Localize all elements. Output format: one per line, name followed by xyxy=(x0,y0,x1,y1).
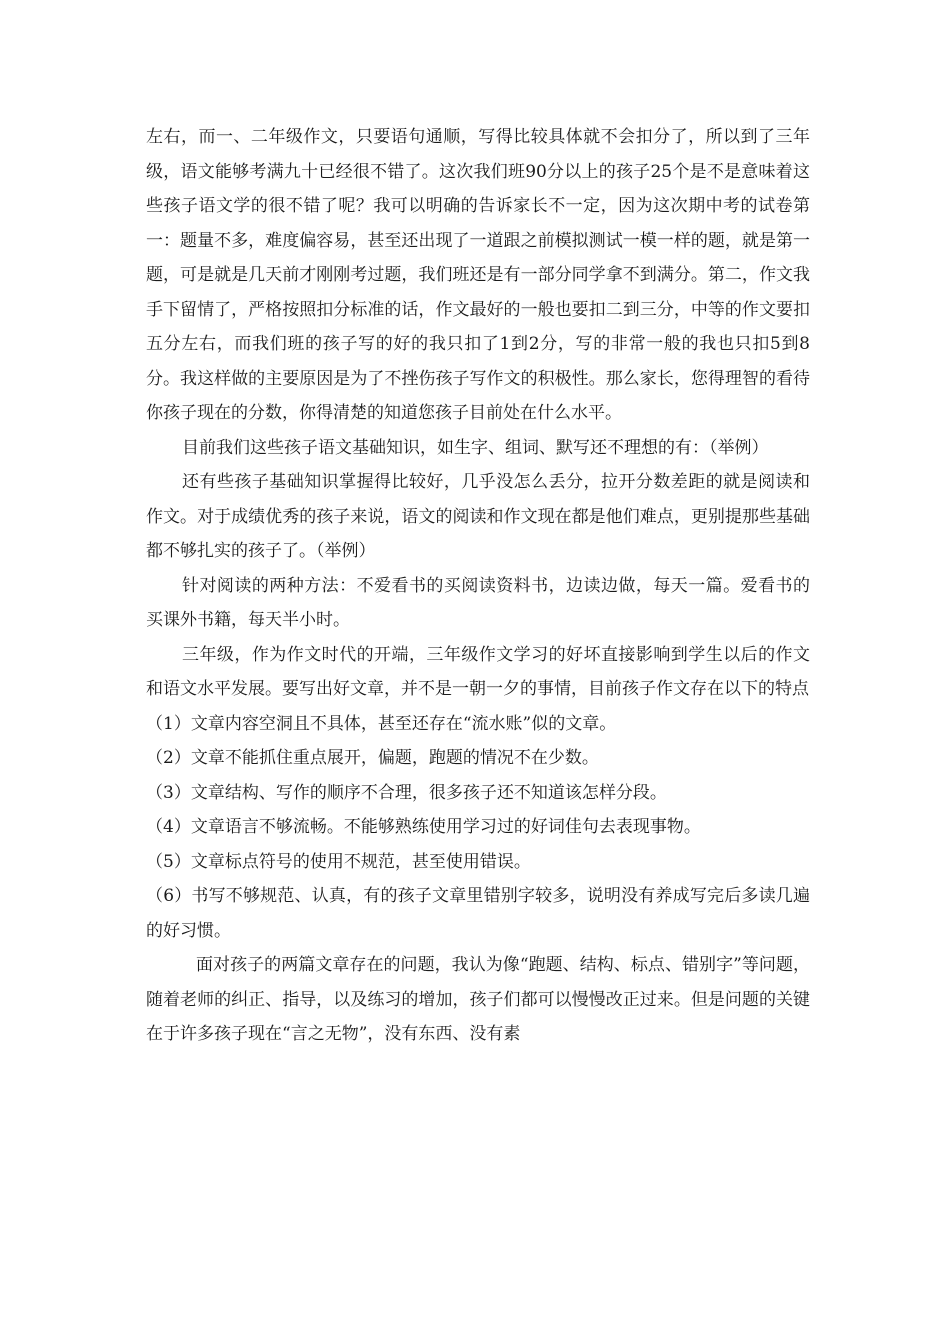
list-item: （3）文章结构、写作的顺序不合理，很多孩子还不知道该怎样分段。 xyxy=(146,782,667,803)
paragraph-score-analysis: 左右，而一、二年级作文，只要语句通顺，写得比较具体就不会扣分了，所以到了三年级，语文能够考满九十已经很不错了。这次我们班90分以上的孩子25个是不是意味着这些孩子语文学的很不错了呢？我可以明确的告诉家长不一定，因为这次期中考的试卷第一：题量不多，难度偏容易，甚至还出现了一道跟之前模拟测试一模一样的题，就是第一题，可是就是几天前才刚刚考过题，我们班还是有一部分同学拿不到满分。第二，作文我手下留情了，严格按照扣分标准的话，作文最好的一般也要扣二到三分，中等的作文要扣五分左右，而我们班的孩子写的好的我只扣了1到2分，写的非常一般的我也只扣5到8分。我这样做的主要原因是为了不挫伤孩子写作文的积极性。那么家长，您得理智的看待你孩子现在的分数，你得清楚的知道您孩子目前处在什么水平。 xyxy=(146,127,810,423)
list-item: （1）文章内容空洞且不具体，甚至还存在“流水账”似的文章。 xyxy=(146,713,617,734)
list-item: （5）文章标点符号的使用不规范，甚至使用错误。 xyxy=(146,851,531,872)
document-body xyxy=(146,120,810,1052)
paragraph-reading-methods: 针对阅读的两种方法：不爱看书的买阅读资料书，边读边做，每天一篇。爱看书的买课外书籍，每天半小时。 xyxy=(146,575,810,630)
paragraph-writing-intro: 三年级，作为作文时代的开端，三年级作文学习的好坏直接影响到学生以后的作文和语文水平发展。要写出好文章，并不是一朝一夕的事情，目前孩子作文存在以下的特点 xyxy=(146,644,810,699)
paragraph-closing: 面对孩子的两篇文章存在的问题，我认为像“跑题、结构、标点、错别字”等问题，随着老师的纠正、指导，以及练习的增加，孩子们都可以慢慢改正过来。但是问题的关键在于许多孩子现在“言之无物”，没有东西、没有素 xyxy=(146,955,810,1044)
paragraph-basic-knowledge: 目前我们这些孩子语文基础知识，如生字、组词、默写还不理想的有：（举例） xyxy=(182,437,769,458)
list-item: （6）书写不够规范、认真，有的孩子文章里错别字较多，说明没有养成写完后多读几遍的好习惯。 xyxy=(146,886,810,941)
paragraph-reading-writing-gap: 还有些孩子基础知识掌握得比较好，几乎没怎么丢分，拉开分数差距的就是阅读和作文。对于成绩优秀的孩子来说，语文的阅读和作文现在都是他们难点，更别提那些基础都不够扎实的孩子了。（举例） xyxy=(146,472,810,561)
problem-list xyxy=(146,707,810,949)
list-item: （4）文章语言不够流畅。不能够熟练使用学习过的好词佳句去表现事物。 xyxy=(146,817,701,837)
list-item: （2）文章不能抓住重点展开，偏题，跑题的情况不在少数。 xyxy=(146,748,599,768)
